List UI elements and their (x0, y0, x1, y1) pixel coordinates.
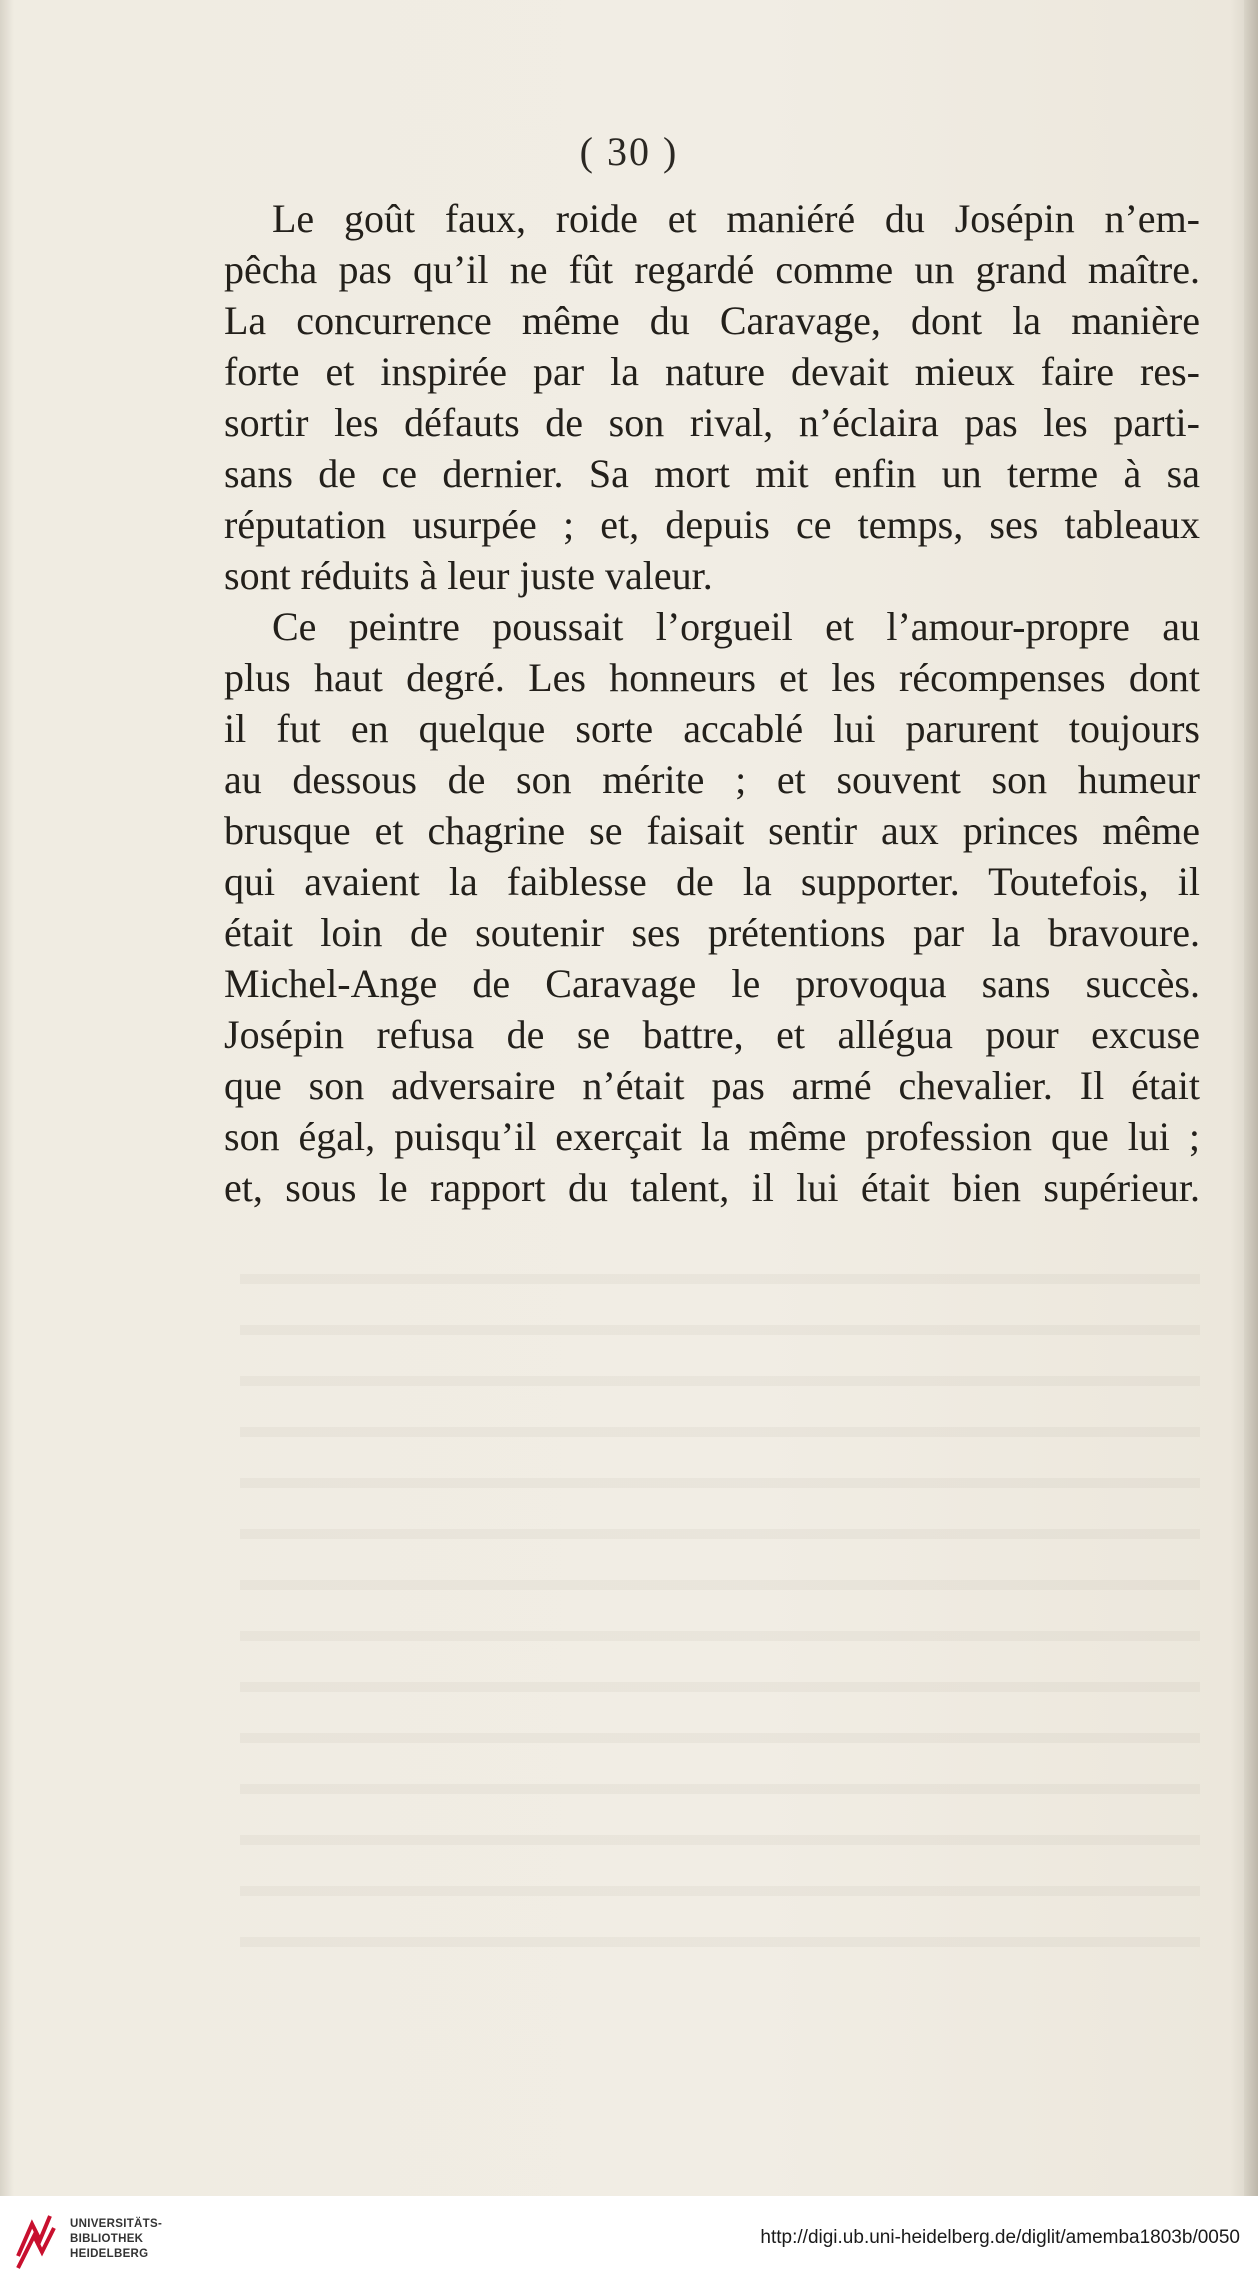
paragraph (224, 601, 1200, 1213)
text-line: il fut en quelque sorte accablé lui parurent toujours (224, 706, 1200, 751)
text-line: brusque et chagrine se faisait sentir aux princes même (224, 808, 1200, 853)
text-line: pêcha pas qu’il ne fût regardé comme un grand maître. (224, 247, 1200, 292)
text-line: plus haut degré. Les honneurs et les récompenses dont (224, 655, 1200, 700)
paragraph (224, 193, 1200, 601)
text-line: Ce peintre poussait l’orgueil et l’amour-propre au (272, 604, 1200, 649)
text-line: au dessous de son mérite ; et souvent son humeur (224, 757, 1200, 802)
text-line: était loin de soutenir ses prétentions par la bravoure. (224, 910, 1200, 955)
library-name-line: UNIVERSITÄTS- (70, 2218, 163, 2230)
page-edge (1244, 0, 1258, 2196)
text-line: Michel-Ange de Caravage le provoqua sans succès. (224, 961, 1200, 1006)
text-line: sortir les défauts de son rival, n’éclaira pas les parti- (224, 400, 1200, 445)
library-name-line: BIBLIOTHEK (70, 2233, 144, 2245)
text-line: La concurrence même du Caravage, dont la manière (224, 298, 1200, 343)
page-number: ( 30 ) (579, 129, 679, 174)
text-line: forte et inspirée par la nature devait mieux faire res- (224, 349, 1200, 394)
text-line: qui avaient la faiblesse de la supporter. Toutefois, il (224, 859, 1200, 904)
text-line: son égal, puisqu’il exerçait la même profession que lui ; (224, 1114, 1200, 1159)
text-line: et, sous le rapport du talent, il lui était bien supérieur. (224, 1165, 1200, 1210)
library-name (70, 2217, 162, 2262)
text-line: que son adversaire n’était pas armé chevalier. Il était (224, 1063, 1200, 1108)
bleed-through-text (240, 1250, 1200, 1950)
library-logo-icon[interactable] (12, 2206, 60, 2276)
text-line: sans de ce dernier. Sa mort mit enfin un terme à sa (224, 451, 1200, 496)
footer-bar (0, 2196, 1258, 2286)
text-line: Le goût faux, roide et maniéré du Josépin n’em- (272, 196, 1200, 241)
body-text (224, 193, 1200, 1213)
library-name-line: HEIDELBERG (70, 2248, 149, 2260)
text-line: sont réduits à leur juste valeur. (224, 553, 713, 598)
text-line: réputation usurpée ; et, depuis ce temps, ses tableaux (224, 502, 1200, 547)
permalink-url[interactable]: http://digi.ub.uni-heidelberg.de/diglit/amemba1803b/0050 (760, 2227, 1240, 2248)
text-line: Josépin refusa de se battre, et allégua pour excuse (224, 1012, 1200, 1057)
